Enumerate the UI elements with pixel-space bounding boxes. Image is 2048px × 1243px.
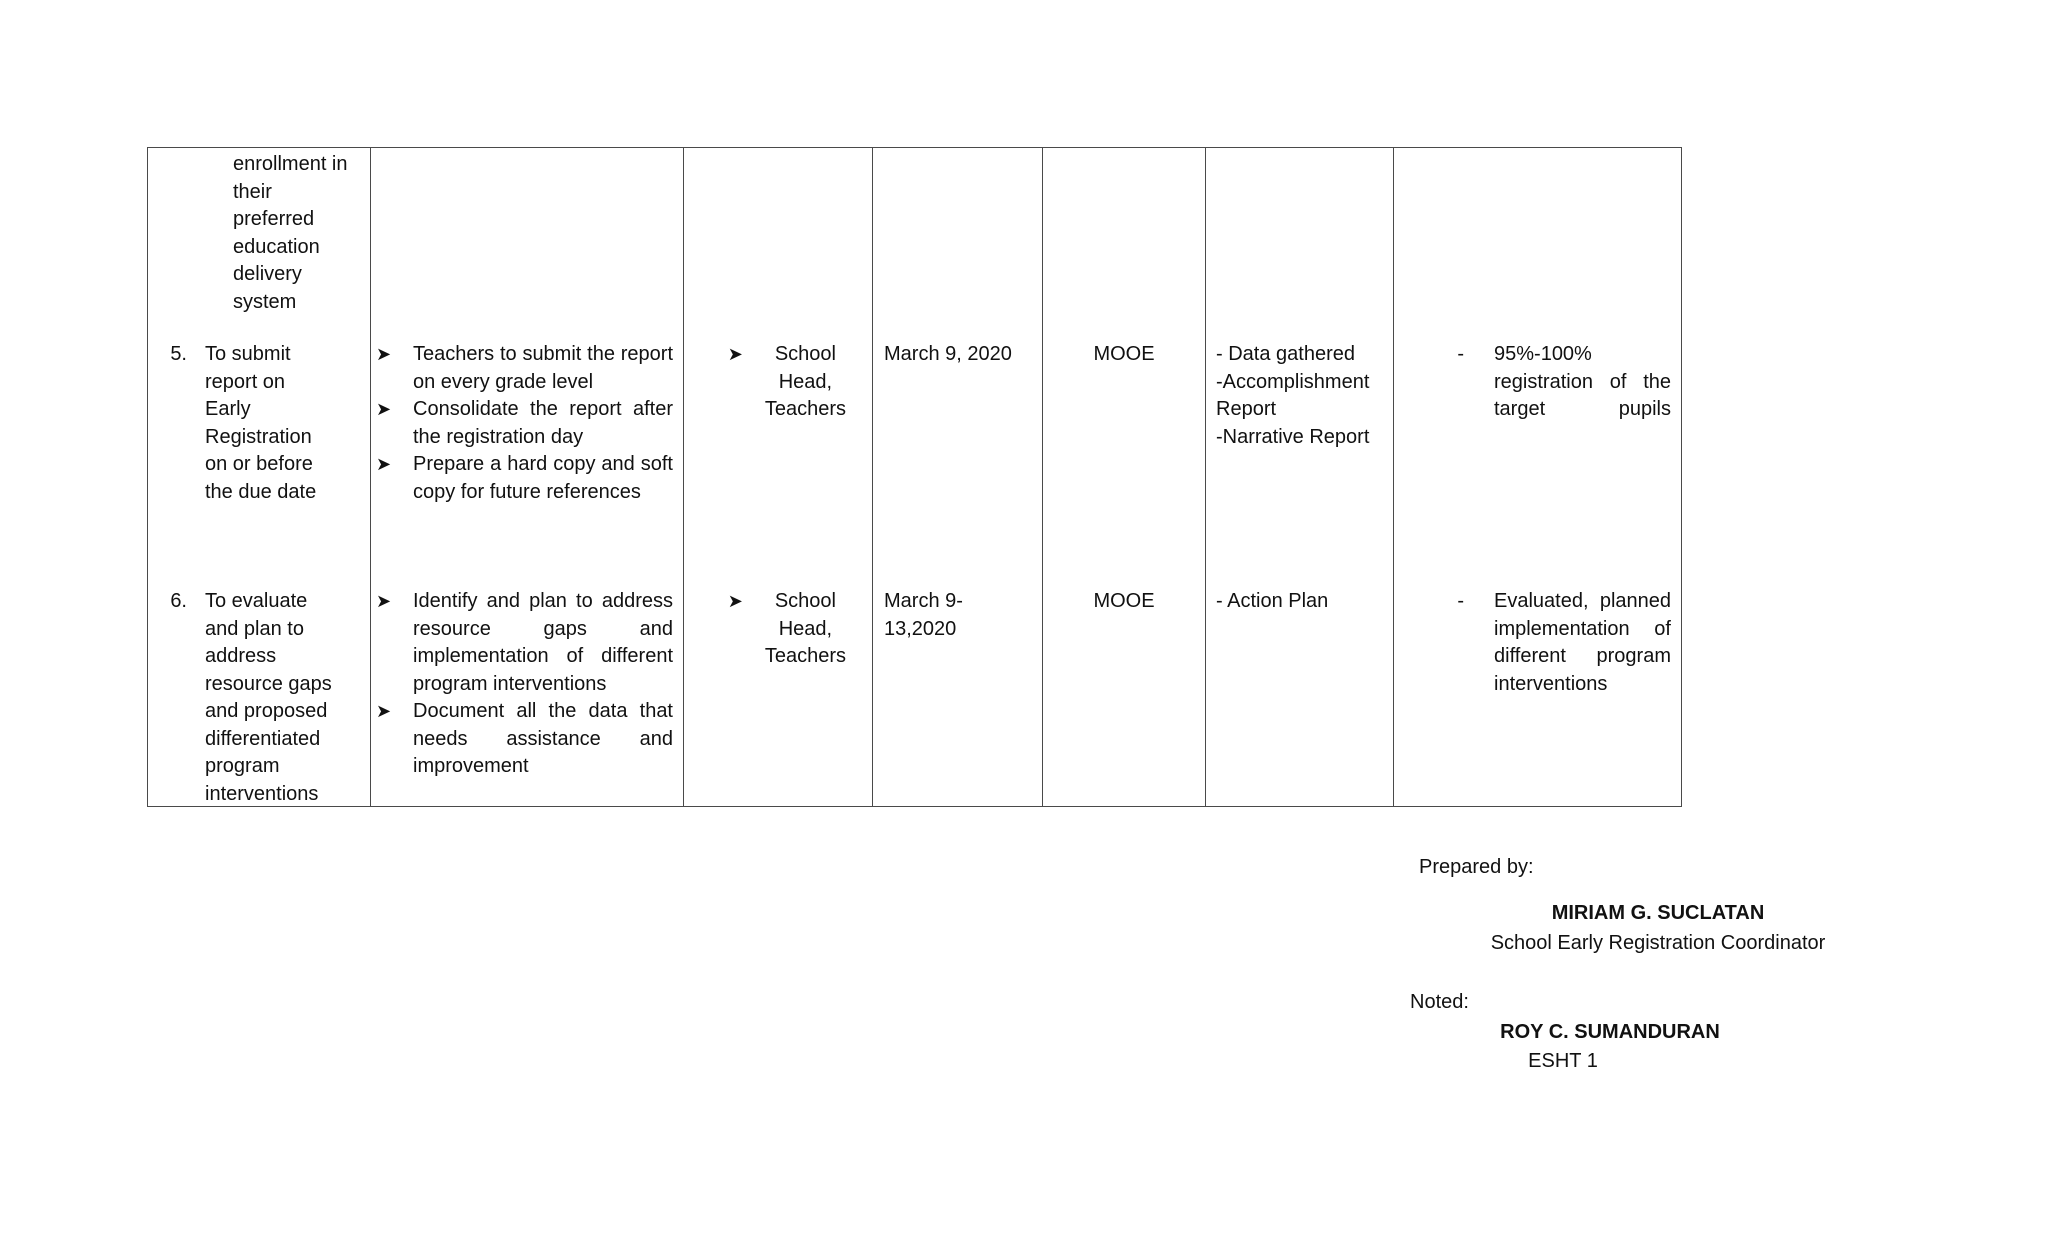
objectives-column [148,148,371,807]
mov-5: - Data gathered -Accomplishment Report -Narrative Report [1216,343,1370,448]
list-item: ➤ Teachers to submit the report on every grade level [413,341,673,396]
arrowhead-bullet-icon: ➤ [376,454,392,474]
arrowhead-bullet-icon: ➤ [376,344,392,364]
activities-6 [371,588,683,781]
persons-6: ➤ School Head, Teachers [684,588,872,671]
date-5: March 9, 2020 [884,343,1012,365]
arrowhead-bullet-icon: ➤ [727,591,743,611]
noted-label: Noted: [1410,991,1469,1013]
objective-6: 6. To evaluate and plan to address resource gaps and proposed differentiated program interventions [148,588,370,808]
list-item: ➤ Identify and plan to address resource gaps and implementation of different program interventions [413,588,673,698]
arrowhead-bullet-icon: ➤ [376,399,392,419]
activities-column [371,148,684,807]
persons-column [684,148,873,807]
objective-number: 5. [170,343,187,365]
table-row [148,148,1682,807]
success-5: - 95%-100% registration of the target pupils [1457,343,1671,420]
persons-5: ➤ School Head, Teachers [684,341,872,424]
objective-5: 5. To submit report on Early Registration on or before the due date [148,341,370,506]
success-column [1394,148,1682,807]
date-6: March 9- 13,2020 [884,590,963,640]
arrowhead-bullet-icon: ➤ [376,591,392,611]
fund-5: MOOE [1093,343,1155,365]
mov-column [1206,148,1394,807]
fund-column [1043,148,1206,807]
mov-6: - Action Plan [1216,590,1329,612]
noted-name: ROY C. SUMANDURAN [1500,1021,1720,1043]
arrowhead-bullet-icon: ➤ [727,344,743,364]
action-plan-table [147,147,1682,807]
success-6: - Evaluated, planned implementation of different program interventions [1457,590,1671,695]
activities-5 [371,341,683,506]
carryover-objective: enrollment in their preferred education delivery system [233,153,348,313]
timeframe-column [873,148,1043,807]
prepared-name: MIRIAM G. SUCLATAN [1551,902,1765,924]
list-item: ➤ Prepare a hard copy and soft copy for future references [413,451,673,506]
fund-6: MOOE [1093,590,1155,612]
arrowhead-bullet-icon: ➤ [376,701,392,721]
list-item: ➤ Consolidate the report after the registration day [413,396,673,451]
list-item: ➤ Document all the data that needs assistance and improvement [413,698,673,781]
objective-number: 6. [170,590,187,612]
prepared-title: School Early Registration Coordinator [1490,932,1826,954]
prepared-by-label: Prepared by: [1419,856,1534,878]
noted-title: ESHT 1 [1528,1050,1598,1072]
